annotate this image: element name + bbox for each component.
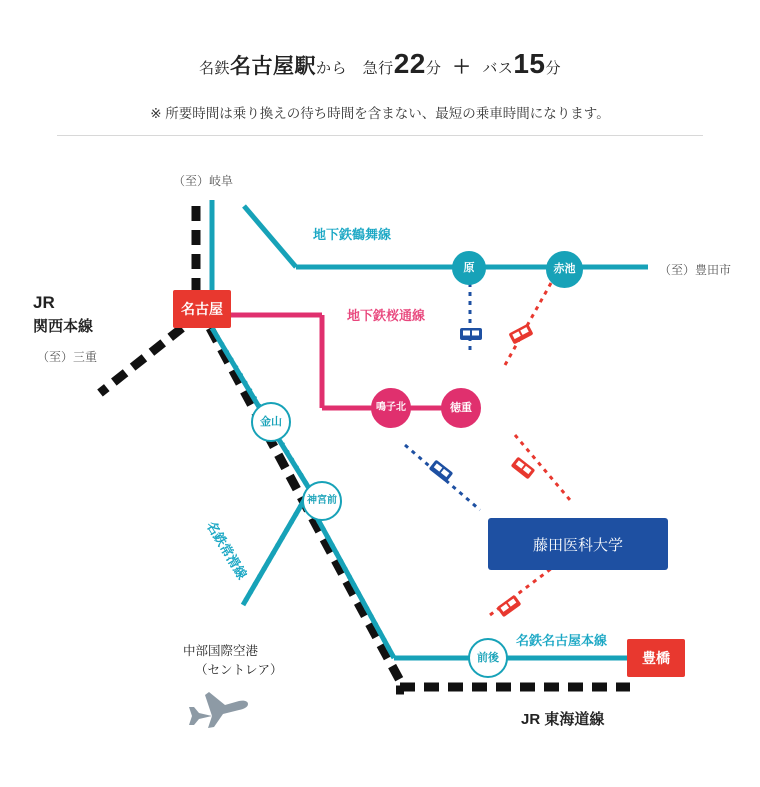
destination-label: 藤田医科大学 bbox=[532, 536, 623, 554]
label-to-gifu: （至）岐阜 bbox=[173, 174, 234, 188]
bus-icon-1 bbox=[460, 328, 482, 340]
station-nagoya-label: 名古屋 bbox=[181, 301, 223, 317]
label-meitetsu-tokoname: 名鉄常滑線 bbox=[203, 518, 250, 582]
station-nagoya[interactable] bbox=[173, 290, 231, 328]
station-toyohashi[interactable] bbox=[627, 639, 685, 677]
bus-icon-4 bbox=[511, 456, 536, 479]
map-svg bbox=[0, 150, 760, 770]
label-airport-1: 中部国際空港 bbox=[183, 644, 259, 658]
station-narumikita-label: 鳴子北 bbox=[376, 402, 406, 413]
route-mode-1: 急行 bbox=[362, 60, 394, 77]
station-akaike-label: 赤池 bbox=[553, 263, 576, 275]
label-tsurumai-line: 地下鉄鶴舞線 bbox=[313, 227, 392, 242]
route-mode-2: バス bbox=[482, 60, 514, 77]
label-sakuradori-line: 地下鉄桜通線 bbox=[347, 308, 426, 323]
station-kanayama[interactable] bbox=[251, 402, 291, 442]
station-kanayama-label: 金山 bbox=[260, 415, 282, 428]
label-jr-tokaido: JR 東海道線 bbox=[521, 711, 605, 728]
label-to-toyotashi: （至）豊田市 bbox=[659, 263, 732, 277]
station-jinguumae-label: 神宮前 bbox=[307, 495, 337, 506]
station-jinguumae[interactable] bbox=[302, 481, 342, 521]
route-unit-1: 分 bbox=[425, 60, 442, 77]
route-time-1: 22 bbox=[393, 48, 426, 79]
station-narumikita[interactable] bbox=[371, 388, 411, 428]
destination-fujita-health-university[interactable] bbox=[488, 518, 668, 570]
route-from-suffix: から bbox=[315, 60, 347, 77]
route-time-2: 15 bbox=[513, 48, 546, 79]
route-note: ※ 所要時間は乗り換えの待ち時間を含まない、最短の乗車時間になります。 bbox=[150, 106, 610, 121]
route-unit-2: 分 bbox=[545, 60, 562, 77]
pink-line bbox=[228, 315, 455, 408]
label-jr-kansai-1: JR bbox=[33, 293, 55, 312]
station-tokushige-label: 徳重 bbox=[450, 401, 472, 414]
station-hara[interactable] bbox=[452, 251, 486, 285]
route-summary bbox=[0, 48, 760, 80]
station-tokushige[interactable] bbox=[441, 388, 481, 428]
label-to-mie: （至）三重 bbox=[37, 350, 98, 364]
bus-icon-3 bbox=[429, 459, 454, 482]
bus-route-red-1 bbox=[505, 283, 551, 365]
station-akaike[interactable] bbox=[546, 251, 583, 288]
bus-icon-2 bbox=[508, 324, 533, 345]
station-zengo[interactable] bbox=[468, 638, 508, 678]
route-plus: ＋ bbox=[452, 57, 472, 77]
route-from-station: 名古屋駅 bbox=[229, 55, 316, 78]
station-hara-label: 原 bbox=[463, 261, 475, 274]
header bbox=[0, 0, 760, 122]
bus-icon-5 bbox=[497, 595, 522, 618]
jr-line-black bbox=[100, 206, 405, 690]
label-airport-2: （セントレア） bbox=[195, 663, 283, 677]
route-prefix: 名鉄 bbox=[198, 60, 230, 77]
airplane-icon bbox=[189, 692, 248, 728]
station-zengo-label: 前後 bbox=[477, 651, 499, 664]
label-meitetsu-honsen: 名鉄名古屋本線 bbox=[516, 633, 608, 648]
header-divider bbox=[57, 135, 703, 136]
station-toyohashi-label: 豊橋 bbox=[642, 650, 670, 666]
route-map bbox=[0, 150, 760, 770]
label-jr-kansai-2: 関西本線 bbox=[33, 318, 94, 335]
